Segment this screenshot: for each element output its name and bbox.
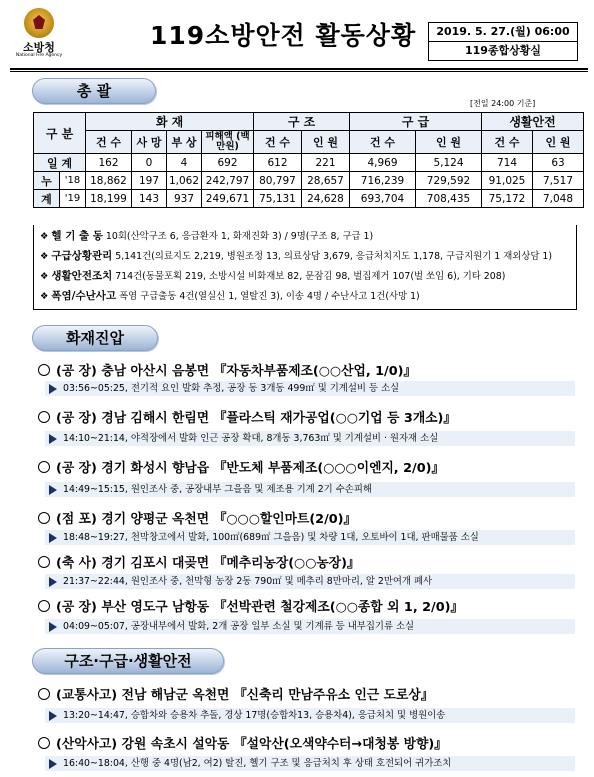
item-heading: (공 장) 경기 화성시 향남읍 『반도체 부품제조(○○○이엔지, 2/0)』 xyxy=(56,461,445,476)
list-item xyxy=(38,733,447,752)
table-cell: 249,671 xyxy=(202,190,254,208)
note-ems: ❖ 구급상황관리 5,141건(의료지도 2,219, 병원조정 13, 의료상담 3,679, 응급처치지도 1,178, 구급지원기 1 재외상담 1) xyxy=(40,250,553,262)
table-header-row xyxy=(34,113,584,131)
triangle-bullet-icon xyxy=(49,485,57,495)
agency-logo xyxy=(14,8,64,60)
note-text: 폭염 구급출동 4건(열실신 1, 열탈진 3), 이송 4명 / 수난사고 1건(사망 1) xyxy=(119,291,420,302)
section-title-rescue: 구조·구급·생활안전 xyxy=(32,648,224,674)
table-cell: 708,435 xyxy=(416,190,482,208)
detail-text: 14:49~15:15, 원인조사 중, 공장내부 그을음 및 제조용 기계 2기 수손피해 xyxy=(63,484,372,495)
list-item xyxy=(38,596,463,615)
table-cell: 80,797 xyxy=(254,172,302,190)
table-cell: 162 xyxy=(86,154,132,172)
circle-bullet-icon xyxy=(38,461,50,473)
item-heading: (축 사) 경기 김포시 대곶면 『메추리농장(○○농장)』 xyxy=(56,556,360,571)
row-label: 계 xyxy=(34,190,60,208)
table-cell: 28,657 xyxy=(302,172,350,190)
note-heat-water: ❖ 폭염/수난사고 폭염 구급출동 4건(열실신 1, 열탈진 3), 이송 4명 / 수난사고 1건(사망 1) xyxy=(40,290,420,302)
circle-bullet-icon xyxy=(38,512,50,524)
header-divider-thin xyxy=(10,71,588,72)
page-title: 119소방안전 활동상황 xyxy=(150,21,417,50)
item-detail xyxy=(45,431,575,446)
circle-bullet-icon xyxy=(38,737,50,749)
table-cell: 242,797 xyxy=(202,172,254,190)
row-label: 일 계 xyxy=(34,154,86,172)
logo-subtext: National Fire Agency xyxy=(15,53,63,58)
table-cell: 197 xyxy=(132,172,167,190)
subheader: 건 수 xyxy=(86,131,132,154)
table-cell: 5,124 xyxy=(416,154,482,172)
note-label: 구급상황관리 xyxy=(51,250,113,262)
table-cell: 937 xyxy=(167,190,202,208)
triangle-bullet-icon xyxy=(49,577,57,587)
detail-text: 14:10~21:14, 야적장에서 발화 인근 공장 확대, 8개동 3,763㎡ 및 기계설비 · 원자재 소실 xyxy=(63,433,439,444)
item-detail xyxy=(45,708,575,723)
item-heading: (교통사고) 전남 해남군 옥천면 『신축리 만남주유소 인근 도로상』 xyxy=(56,688,434,703)
detail-text: 13:20~14:47, 승합차와 승용차 추돌, 경상 17명(승합차13, 승용차4), 응급처치 및 병원이송 xyxy=(63,710,446,721)
table-cell: 24,628 xyxy=(302,190,350,208)
list-item xyxy=(38,508,356,527)
item-detail xyxy=(45,619,575,634)
triangle-bullet-icon xyxy=(49,434,57,444)
table-cell: 75,172 xyxy=(482,190,533,208)
table-row xyxy=(34,172,584,190)
subheader: 인 원 xyxy=(416,131,482,154)
item-heading: (공 장) 충남 아산시 음봉면 『자동차부품제조(○○산업, 1/0)』 xyxy=(56,364,417,379)
subheader: 인 원 xyxy=(302,131,350,154)
group-fire: 화 재 xyxy=(86,113,254,131)
table-cell: 692 xyxy=(202,154,254,172)
logo-text: 소방청 xyxy=(23,41,55,54)
detail-text: 21:37~22:44, 원인조사 중, 천막형 농장 2동 790㎡ 및 메추리 8만마리, 알 2만여개 폐사 xyxy=(63,576,433,587)
table-cell: 693,704 xyxy=(350,190,416,208)
triangle-bullet-icon xyxy=(49,759,57,769)
group-safety: 생활안전 xyxy=(482,113,584,131)
report-date: 2019. 5. 27.(월) 06:00 xyxy=(436,25,570,38)
summary-table xyxy=(33,112,584,208)
agency-emblem-icon xyxy=(24,8,54,38)
subheader: 건 수 xyxy=(482,131,533,154)
section-title-fire: 화재진압 xyxy=(32,325,158,351)
detail-text: 18:48~19:27, 천막창고에서 발화, 100㎡(689㎡ 그을음) 및 차량 1대, 오토바이 1대, 판매물품 소실 xyxy=(63,532,479,543)
table-cell: 1,062 xyxy=(167,172,202,190)
table-cell: 714 xyxy=(482,154,533,172)
subheader: 사 망 xyxy=(132,131,167,154)
table-row xyxy=(34,190,584,208)
triangle-bullet-icon xyxy=(49,533,57,543)
section-title-summary: 총 괄 xyxy=(32,78,156,104)
table-cell: 143 xyxy=(132,190,167,208)
triangle-bullet-icon xyxy=(49,384,57,394)
subheader: 피해액 (백만원) xyxy=(202,131,254,154)
row-year: '19 xyxy=(60,190,86,208)
table-row xyxy=(34,154,584,172)
item-heading: (산악사고) 강원 속초시 설악동 『설악산(오색약수터→대청봉 방향)』 xyxy=(56,737,448,752)
table-cell: 7,517 xyxy=(533,172,584,190)
circle-bullet-icon xyxy=(38,688,50,700)
table-cell: 0 xyxy=(132,154,167,172)
standard-time: [전일 24:00 기준] xyxy=(470,99,536,108)
detail-text: 16:40~18:04, 산행 중 4명(남2, 여2) 탈진, 헬기 구조 및 응급처치 후 상태 호전되어 귀가조치 xyxy=(63,758,452,769)
date-box xyxy=(428,22,578,61)
table-cell: 75,131 xyxy=(254,190,302,208)
item-detail xyxy=(45,381,575,396)
item-heading: (공 장) 경남 김해시 한림면 『플라스틱 재가공업(○○기업 등 3개소)』 xyxy=(56,411,457,426)
row-label: 누 xyxy=(34,172,60,190)
table-cell: 7,048 xyxy=(533,190,584,208)
item-detail xyxy=(45,574,575,589)
note-label: 헬 기 출 동 xyxy=(51,230,103,242)
table-cell: 63 xyxy=(533,154,584,172)
note-text: 10회(산악구조 6, 응급환자 1, 화재진화 3) / 9명(구조 8, 구급 1) xyxy=(105,231,374,242)
note-helicopter: ❖ 헬 기 출 동 10회(산악구조 6, 응급환자 1, 화재진화 3) / 9명(구조 8, 구급 1) xyxy=(40,230,374,242)
list-item xyxy=(38,457,444,476)
list-item xyxy=(38,552,360,571)
subheader: 건 수 xyxy=(350,131,416,154)
table-cell: 4 xyxy=(167,154,202,172)
item-detail xyxy=(45,530,575,545)
table-cell: 91,025 xyxy=(482,172,533,190)
subheader: 부 상 xyxy=(167,131,202,154)
item-detail xyxy=(45,482,575,497)
detail-text: 03:56~05:25, 전기적 요인 발화 추정, 공장 동 3개동 499㎡ 및 기계설비 등 소실 xyxy=(63,383,400,394)
circle-bullet-icon xyxy=(38,600,50,612)
table-cell: 612 xyxy=(254,154,302,172)
list-item xyxy=(38,407,456,426)
triangle-bullet-icon xyxy=(49,711,57,721)
list-item xyxy=(38,360,416,379)
table-cell: 729,592 xyxy=(416,172,482,190)
item-detail xyxy=(45,756,575,771)
item-heading: (공 장) 부산 영도구 남항동 『선박관련 철강제조(○○종합 외 1, 2/0)』 xyxy=(56,600,464,615)
office-name: 119종합상황실 xyxy=(429,41,577,60)
group-ems: 구 급 xyxy=(350,113,482,131)
header-divider xyxy=(10,68,588,70)
table-cell: 18,199 xyxy=(86,190,132,208)
table-cell: 18,862 xyxy=(86,172,132,190)
table-cell: 221 xyxy=(302,154,350,172)
group-rescue: 구 조 xyxy=(254,113,350,131)
note-text: 714건(동물포획 219, 소방시설 비화재보 82, 문잠김 98, 벌집제거 107(벌 쏘임 6), 기타 208) xyxy=(115,271,506,282)
circle-bullet-icon xyxy=(38,411,50,423)
item-heading: (점 포) 경기 양평군 옥천면 『○○○할인마트(2/0)』 xyxy=(56,512,357,527)
subheader: 인 원 xyxy=(533,131,584,154)
note-safety: ❖ 생활안전조치 714건(동물포획 219, 소방시설 비화재보 82, 문잠김 98, 벌집제거 107(벌 쏘임 6), 기타 208) xyxy=(40,270,506,282)
circle-bullet-icon xyxy=(38,556,50,568)
detail-text: 04:09~05:07, 공장내부에서 발화, 2개 공장 일부 소실 및 기계류 등 내부집기류 소실 xyxy=(63,621,415,632)
table-cell: 716,239 xyxy=(350,172,416,190)
triangle-bullet-icon xyxy=(49,622,57,632)
subheader: 건 수 xyxy=(254,131,302,154)
table-cell: 4,969 xyxy=(350,154,416,172)
note-label: 생활안전조치 xyxy=(51,270,113,282)
list-item xyxy=(38,684,434,703)
col-group-label: 구 분 xyxy=(34,113,86,154)
row-year: '18 xyxy=(60,172,86,190)
circle-bullet-icon xyxy=(38,364,50,376)
note-label: 폭염/수난사고 xyxy=(51,290,117,302)
table-subheader-row xyxy=(34,131,584,154)
note-text: 5,141건(의료지도 2,219, 병원조정 13, 의료상담 3,679, 응급처치지도 1,178, 구급지원기 1 재외상담 1) xyxy=(115,251,553,262)
